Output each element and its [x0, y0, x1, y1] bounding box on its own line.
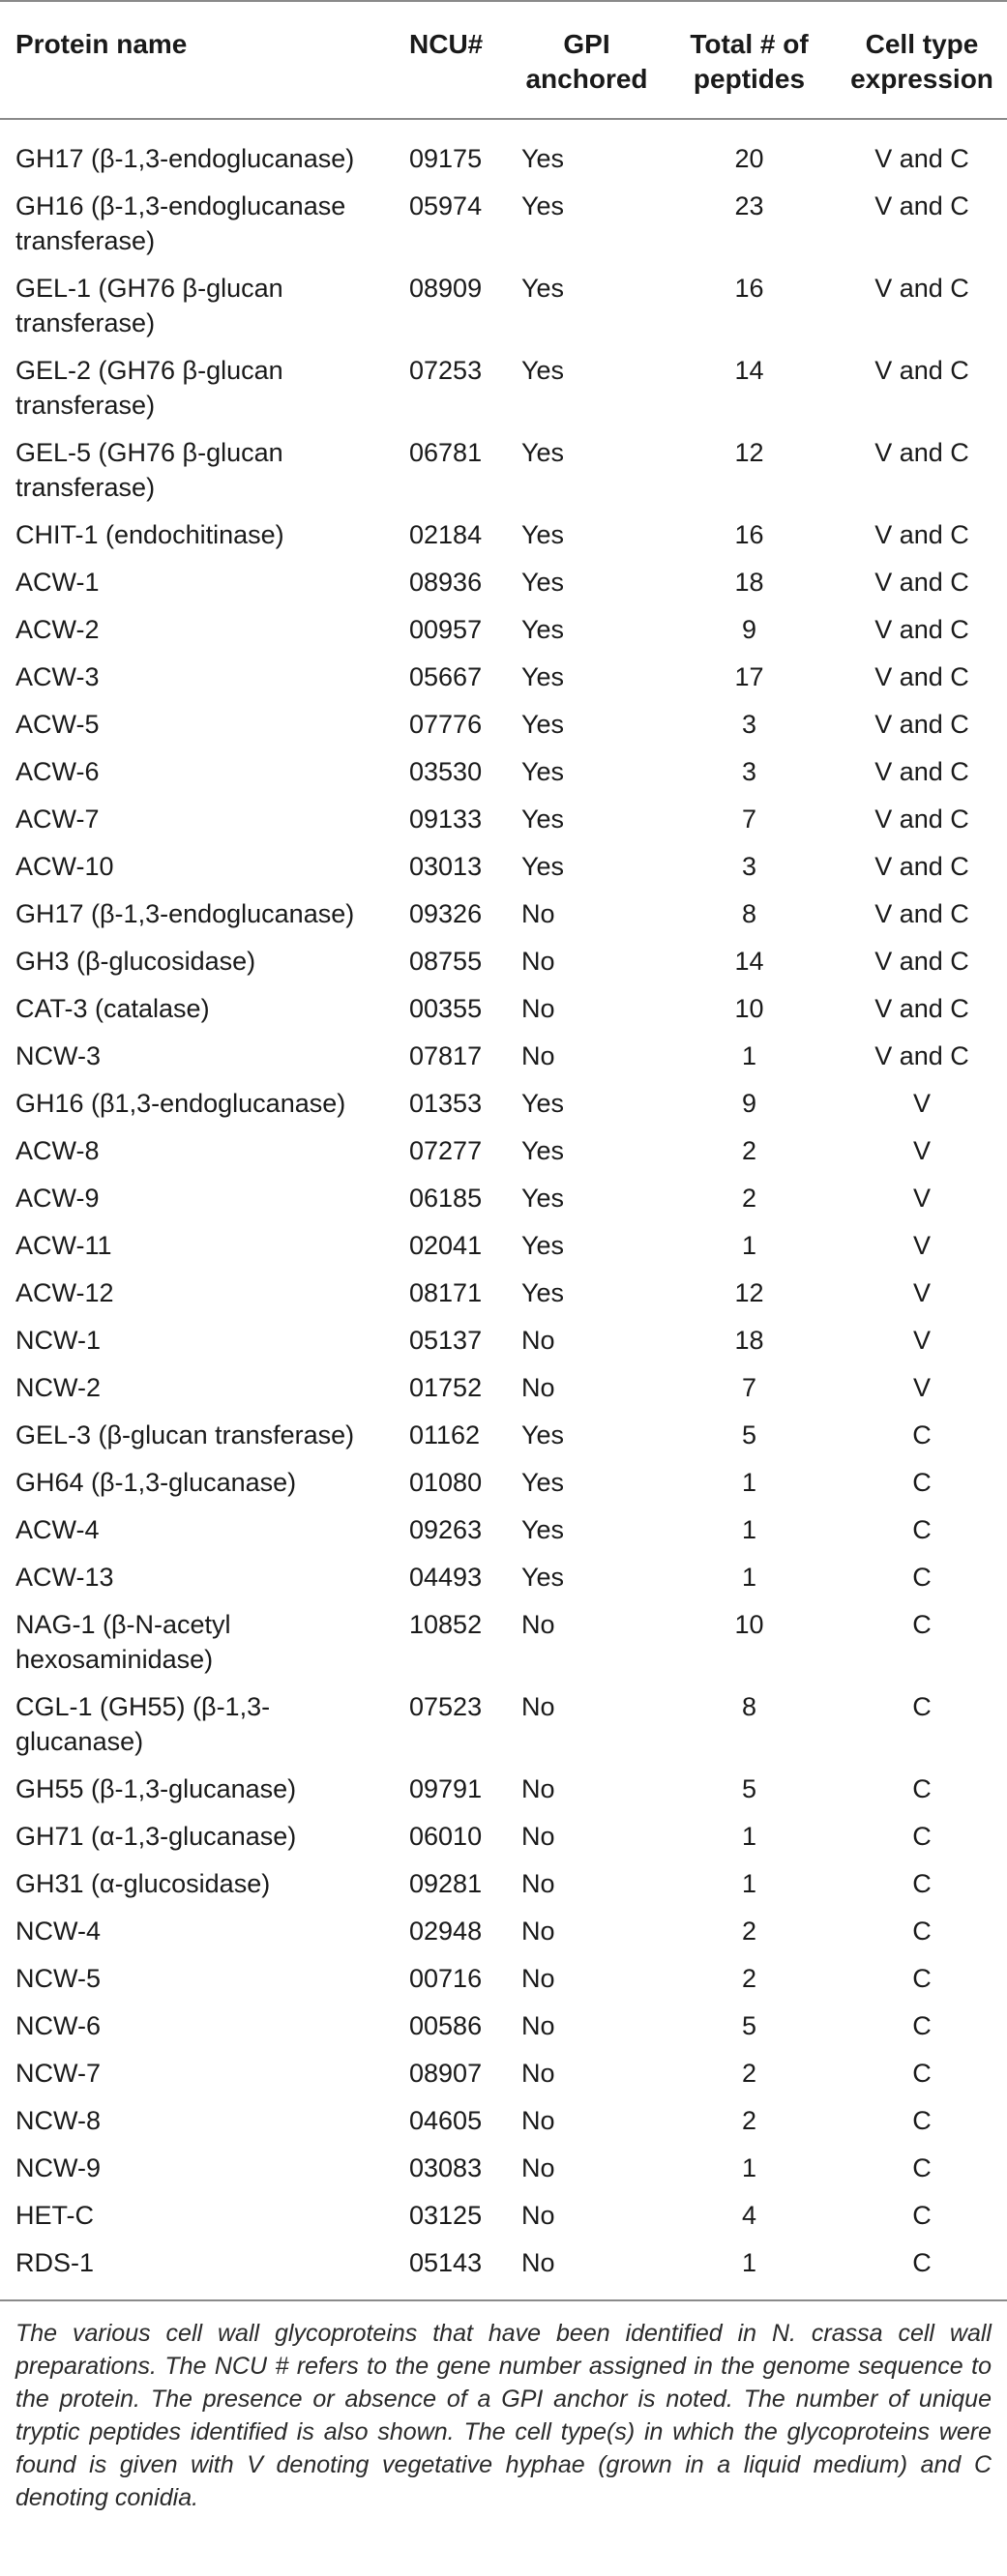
- cell-type-cell: V and C: [874, 662, 969, 691]
- header-row: [0, 1, 1007, 119]
- protein-name-cell: ACW-1: [15, 568, 100, 597]
- peptides-cell: 3: [741, 710, 757, 739]
- table-row: [0, 2091, 1007, 2138]
- peptides-cell: 12: [734, 1278, 764, 1307]
- protein-name-cell: GH64 (β-1,3-glucanase): [15, 1468, 297, 1497]
- peptides-cell: 9: [741, 1089, 757, 1118]
- peptides-cell: 1: [741, 1563, 757, 1592]
- protein-name-cell: NCW-4: [15, 1917, 102, 1946]
- cell-type-cell: C: [912, 1964, 932, 1993]
- protein-name-cell: GEL-2 (GH76 β-glucan transferase): [15, 356, 283, 420]
- gpi-cell: No: [521, 2153, 555, 2182]
- protein-name-cell: ACW-2: [15, 615, 100, 644]
- protein-name-cell: NCW-6: [15, 2011, 102, 2040]
- ncu-cell: 09281: [409, 1869, 483, 1898]
- table-row: [0, 505, 1007, 552]
- gpi-cell: No: [521, 1822, 555, 1851]
- gpi-cell: Yes: [521, 1136, 565, 1165]
- peptides-cell: 10: [734, 1610, 764, 1639]
- peptides-cell: 5: [741, 1774, 757, 1803]
- protein-name-cell: HET-C: [15, 2201, 94, 2230]
- cell-type-cell: C: [912, 1515, 932, 1544]
- ncu-cell: 10852: [409, 1610, 483, 1639]
- cell-type-cell: V and C: [874, 438, 969, 467]
- table-row: [0, 742, 1007, 789]
- table-row: [0, 1677, 1007, 1759]
- gpi-cell: Yes: [521, 757, 565, 786]
- peptides-cell: 2: [741, 1136, 757, 1165]
- ncu-cell: 04493: [409, 1563, 483, 1592]
- cell-type-cell: C: [912, 1869, 932, 1898]
- ncu-cell: 07817: [409, 1041, 483, 1070]
- peptides-cell: 8: [741, 1692, 757, 1721]
- ncu-cell: 03530: [409, 757, 483, 786]
- cell-type-cell: C: [912, 1563, 932, 1592]
- peptides-cell: 1: [741, 1041, 757, 1070]
- header-gpi-anchored: GPI anchored: [512, 1, 662, 119]
- gpi-cell: No: [521, 1964, 555, 1993]
- protein-name-cell: GEL-3 (β-glucan transferase): [15, 1420, 355, 1449]
- cell-type-cell: V and C: [874, 615, 969, 644]
- table-row: [0, 884, 1007, 931]
- table-footnote: The various cell wall glycoproteins that have been identified in N. crassa cell wall preparations. The NCU # refers to the gene number assigned in the genome sequence to the protein. The presence or absence of a GPI anchor is noted. The number of unique tryptic peptides identified is also shown. The cell type(s) in which the glycoproteins were found is given with V denoting vegetative hyphae (grown in a liquid medium) and C denoting conidia.: [0, 2299, 1007, 2514]
- peptides-cell: 4: [741, 2201, 757, 2230]
- ncu-cell: 01752: [409, 1373, 483, 1402]
- gpi-cell: Yes: [521, 438, 565, 467]
- cell-type-cell: V and C: [874, 852, 969, 881]
- peptides-cell: 18: [734, 568, 764, 597]
- protein-name-cell: ACW-12: [15, 1278, 114, 1307]
- cell-type-cell: V and C: [874, 899, 969, 928]
- table-row: [0, 552, 1007, 600]
- cell-type-cell: V and C: [874, 520, 969, 549]
- ncu-cell: 09791: [409, 1774, 483, 1803]
- ncu-cell: 08909: [409, 274, 483, 303]
- table-row: [0, 1948, 1007, 1996]
- table-row: [0, 1026, 1007, 1073]
- table-row: [0, 1358, 1007, 1405]
- gpi-cell: No: [521, 2011, 555, 2040]
- cell-type-cell: C: [912, 2011, 932, 2040]
- gpi-cell: Yes: [521, 1184, 565, 1213]
- gpi-cell: Yes: [521, 1563, 565, 1592]
- table-row: [0, 979, 1007, 1026]
- peptides-cell: 5: [741, 1420, 757, 1449]
- peptides-cell: 16: [734, 520, 764, 549]
- table-row: [0, 1452, 1007, 1500]
- protein-name-cell: GH31 (α-glucosidase): [15, 1869, 271, 1898]
- gpi-cell: No: [521, 1373, 555, 1402]
- cell-type-cell: C: [912, 2201, 932, 2230]
- cell-type-cell: V and C: [874, 805, 969, 834]
- gpi-cell: Yes: [521, 1468, 565, 1497]
- ncu-cell: 05137: [409, 1326, 483, 1355]
- peptides-cell: 8: [741, 899, 757, 928]
- protein-name-cell: NCW-5: [15, 1964, 102, 1993]
- table-row: [0, 1547, 1007, 1595]
- peptides-cell: 20: [734, 144, 764, 173]
- protein-name-cell: NCW-1: [15, 1326, 102, 1355]
- peptides-cell: 3: [741, 852, 757, 881]
- gpi-cell: No: [521, 1869, 555, 1898]
- gpi-cell: No: [521, 2248, 555, 2277]
- cell-type-cell: V: [912, 1278, 931, 1307]
- cell-type-cell: V and C: [874, 994, 969, 1023]
- cell-type-cell: V and C: [874, 274, 969, 303]
- gpi-cell: Yes: [521, 191, 565, 220]
- gpi-cell: Yes: [521, 1515, 565, 1544]
- cell-type-cell: C: [912, 2153, 932, 2182]
- cell-type-cell: V and C: [874, 757, 969, 786]
- table-row: [0, 176, 1007, 258]
- table-row: [0, 2043, 1007, 2091]
- ncu-cell: 01353: [409, 1089, 483, 1118]
- protein-name-cell: ACW-6: [15, 757, 100, 786]
- protein-name-cell: RDS-1: [15, 2248, 95, 2277]
- table-row: [0, 694, 1007, 742]
- peptides-cell: 2: [741, 2059, 757, 2088]
- ncu-cell: 03083: [409, 2153, 483, 2182]
- ncu-cell: 04605: [409, 2106, 483, 2135]
- ncu-cell: 05667: [409, 662, 483, 691]
- protein-name-cell: GH55 (β-1,3-glucanase): [15, 1774, 297, 1803]
- ncu-cell: 01162: [409, 1420, 481, 1449]
- gpi-cell: Yes: [521, 852, 565, 881]
- ncu-cell: 09175: [409, 144, 483, 173]
- table-row: [0, 836, 1007, 884]
- gpi-cell: Yes: [521, 568, 565, 597]
- cell-type-cell: C: [912, 1917, 932, 1946]
- table-row: [0, 119, 1007, 176]
- protein-name-cell: GH71 (α-1,3-glucanase): [15, 1822, 297, 1851]
- table-row: [0, 1806, 1007, 1854]
- gpi-cell: Yes: [521, 356, 565, 385]
- table-row: [0, 647, 1007, 694]
- ncu-cell: 07776: [409, 710, 483, 739]
- ncu-cell: 06781: [409, 438, 483, 467]
- cell-type-cell: C: [912, 1468, 932, 1497]
- ncu-cell: 05974: [409, 191, 483, 220]
- ncu-cell: 00355: [409, 994, 483, 1023]
- gpi-cell: Yes: [521, 710, 565, 739]
- gpi-cell: Yes: [521, 144, 565, 173]
- peptides-cell: 2: [741, 1184, 757, 1213]
- ncu-cell: 01080: [409, 1468, 483, 1497]
- gpi-cell: Yes: [521, 1089, 565, 1118]
- ncu-cell: 08171: [409, 1278, 483, 1307]
- header-cell-type-expression: Cell type expression: [837, 1, 1007, 119]
- gpi-cell: No: [521, 2106, 555, 2135]
- ncu-cell: 09326: [409, 899, 483, 928]
- gpi-cell: No: [521, 1041, 555, 1070]
- cell-type-cell: V: [912, 1184, 931, 1213]
- ncu-cell: 00586: [409, 2011, 483, 2040]
- gpi-cell: No: [521, 2201, 555, 2230]
- peptides-cell: 14: [734, 947, 764, 976]
- peptides-cell: 7: [741, 1373, 757, 1402]
- gpi-cell: No: [521, 2059, 555, 2088]
- protein-name-cell: GH17 (β-1,3-endoglucanase): [15, 144, 355, 173]
- table-header: [0, 1, 1007, 119]
- ncu-cell: 07277: [409, 1136, 483, 1165]
- protein-name-cell: NCW-3: [15, 1041, 102, 1070]
- protein-name-cell: CAT-3 (catalase): [15, 994, 210, 1023]
- cell-type-cell: V and C: [874, 1041, 969, 1070]
- table-row: [0, 1996, 1007, 2043]
- table-row: [0, 1405, 1007, 1452]
- gpi-cell: Yes: [521, 1420, 565, 1449]
- peptides-cell: 18: [734, 1326, 764, 1355]
- gpi-cell: No: [521, 994, 555, 1023]
- table-row: [0, 1595, 1007, 1677]
- protein-name-cell: GH16 (β1,3-endoglucanase): [15, 1089, 346, 1118]
- peptides-cell: 14: [734, 356, 764, 385]
- peptides-cell: 9: [741, 615, 757, 644]
- protein-name-cell: GH16 (β-1,3-endoglucanase transferase): [15, 191, 346, 255]
- table-row: [0, 423, 1007, 505]
- ncu-cell: 03013: [409, 852, 483, 881]
- peptides-cell: 17: [734, 662, 764, 691]
- ncu-cell: 09263: [409, 1515, 483, 1544]
- table-row: [0, 2233, 1007, 2299]
- peptides-cell: 1: [741, 1869, 757, 1898]
- peptides-cell: 5: [741, 2011, 757, 2040]
- peptides-cell: 23: [734, 191, 764, 220]
- cell-type-cell: C: [912, 1692, 932, 1721]
- ncu-cell: 09133: [409, 805, 483, 834]
- cell-type-cell: V and C: [874, 191, 969, 220]
- ncu-cell: 02041: [409, 1231, 483, 1260]
- protein-name-cell: NCW-8: [15, 2106, 102, 2135]
- protein-name-cell: ACW-10: [15, 852, 114, 881]
- gpi-cell: No: [521, 947, 555, 976]
- ncu-cell: 03125: [409, 2201, 483, 2230]
- cell-type-cell: V and C: [874, 144, 969, 173]
- protein-name-cell: ACW-7: [15, 805, 100, 834]
- protein-name-cell: CHIT-1 (endochitinase): [15, 520, 284, 549]
- header-total-peptides: Total # of peptides: [662, 1, 837, 119]
- cell-type-cell: V: [912, 1089, 931, 1118]
- protein-name-cell: ACW-8: [15, 1136, 100, 1165]
- table-row: [0, 1759, 1007, 1806]
- table-row: [0, 1215, 1007, 1263]
- protein-name-cell: ACW-11: [15, 1231, 112, 1260]
- cell-type-cell: V: [912, 1326, 931, 1355]
- protein-name-cell: NCW-7: [15, 2059, 102, 2088]
- table-row: [0, 1168, 1007, 1215]
- table-row: [0, 1121, 1007, 1168]
- cell-type-cell: V: [912, 1136, 931, 1165]
- ncu-cell: 05143: [409, 2248, 483, 2277]
- gpi-cell: No: [521, 1610, 555, 1639]
- gpi-cell: Yes: [521, 615, 565, 644]
- protein-name-cell: NCW-2: [15, 1373, 102, 1402]
- peptides-cell: 16: [734, 274, 764, 303]
- ncu-cell: 02948: [409, 1917, 483, 1946]
- ncu-cell: 00957: [409, 615, 483, 644]
- ncu-cell: 08755: [409, 947, 483, 976]
- cell-type-cell: C: [912, 1774, 932, 1803]
- protein-name-cell: ACW-13: [15, 1563, 114, 1592]
- peptides-cell: 10: [734, 994, 764, 1023]
- peptides-cell: 1: [741, 1515, 757, 1544]
- cell-type-cell: C: [912, 1610, 932, 1639]
- cell-type-cell: V and C: [874, 356, 969, 385]
- peptides-cell: 2: [741, 1917, 757, 1946]
- cell-type-cell: C: [912, 2059, 932, 2088]
- table-row: [0, 1500, 1007, 1547]
- gpi-cell: Yes: [521, 662, 565, 691]
- cell-type-cell: V: [912, 1231, 931, 1260]
- header-protein-name: Protein name: [0, 1, 398, 119]
- ncu-cell: 00716: [409, 1964, 483, 1993]
- ncu-cell: 02184: [409, 520, 483, 549]
- cell-type-cell: V and C: [874, 568, 969, 597]
- table-row: [0, 600, 1007, 647]
- gpi-cell: No: [521, 899, 555, 928]
- protein-name-cell: GEL-5 (GH76 β-glucan transferase): [15, 438, 283, 502]
- peptides-cell: 12: [734, 438, 764, 467]
- cell-type-cell: V: [912, 1373, 931, 1402]
- ncu-cell: 07253: [409, 356, 483, 385]
- peptides-cell: 1: [741, 1468, 757, 1497]
- peptides-cell: 1: [741, 1822, 757, 1851]
- cell-type-cell: C: [912, 2248, 932, 2277]
- table-row: [0, 931, 1007, 979]
- peptides-cell: 1: [741, 1231, 757, 1260]
- protein-name-cell: CGL-1 (GH55) (β-1,3-glucanase): [15, 1692, 271, 1756]
- table-row: [0, 1263, 1007, 1310]
- cell-type-cell: V and C: [874, 710, 969, 739]
- table-row: [0, 789, 1007, 836]
- cell-type-cell: C: [912, 1822, 932, 1851]
- peptides-cell: 3: [741, 757, 757, 786]
- protein-name-cell: ACW-9: [15, 1184, 100, 1213]
- protein-name-cell: NCW-9: [15, 2153, 102, 2182]
- protein-name-cell: ACW-5: [15, 710, 100, 739]
- gpi-cell: Yes: [521, 520, 565, 549]
- cell-type-cell: C: [912, 1420, 932, 1449]
- protein-name-cell: ACW-3: [15, 662, 100, 691]
- cell-type-cell: V and C: [874, 947, 969, 976]
- table-row: [0, 258, 1007, 340]
- peptides-cell: 7: [741, 805, 757, 834]
- ncu-cell: 06185: [409, 1184, 483, 1213]
- protein-name-cell: ACW-4: [15, 1515, 100, 1544]
- gpi-cell: Yes: [521, 1278, 565, 1307]
- ncu-cell: 08907: [409, 2059, 483, 2088]
- peptides-cell: 2: [741, 1964, 757, 1993]
- gpi-cell: Yes: [521, 1231, 565, 1260]
- protein-name-cell: GH3 (β-glucosidase): [15, 947, 256, 976]
- gpi-cell: No: [521, 1774, 555, 1803]
- gpi-cell: No: [521, 1326, 555, 1355]
- table-row: [0, 2138, 1007, 2185]
- ncu-cell: 06010: [409, 1822, 483, 1851]
- gpi-cell: No: [521, 1917, 555, 1946]
- ncu-cell: 08936: [409, 568, 483, 597]
- table-row: [0, 1901, 1007, 1948]
- table-row: [0, 340, 1007, 423]
- cell-type-cell: C: [912, 2106, 932, 2135]
- protein-name-cell: GEL-1 (GH76 β-glucan transferase): [15, 274, 283, 337]
- table-body: [0, 119, 1007, 2299]
- ncu-cell: 07523: [409, 1692, 483, 1721]
- table-row: [0, 1073, 1007, 1121]
- table-row: [0, 1310, 1007, 1358]
- gpi-cell: Yes: [521, 274, 565, 303]
- table-row: [0, 2185, 1007, 2233]
- protein-name-cell: NAG-1 (β-N-acetyl hexosaminidase): [15, 1610, 231, 1674]
- header-ncu: NCU#: [398, 1, 512, 119]
- protein-name-cell: GH17 (β-1,3-endoglucanase): [15, 899, 355, 928]
- peptides-cell: 2: [741, 2106, 757, 2135]
- peptides-cell: 1: [741, 2153, 757, 2182]
- table-row: [0, 1854, 1007, 1901]
- gpi-cell: No: [521, 1692, 555, 1721]
- peptides-cell: 1: [741, 2248, 757, 2277]
- gpi-cell: Yes: [521, 805, 565, 834]
